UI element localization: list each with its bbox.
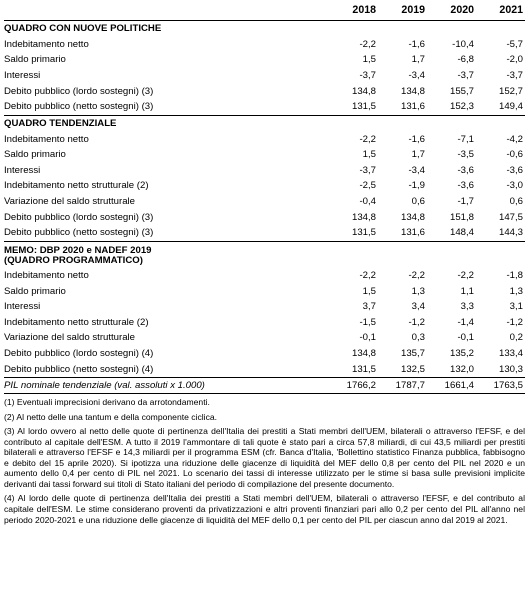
value-cell: 1,3 [411, 285, 425, 297]
value-cell: 144,3 [498, 227, 523, 239]
value-cell: 1,1 [460, 285, 474, 297]
section-subtitle-row [4, 256, 525, 268]
value-cell: -2,2 [359, 38, 376, 50]
value-cell: -1,8 [506, 270, 523, 282]
section-title: MEMO: DBP 2020 e NADEF 2019 [4, 241, 525, 256]
value-cell: 1,5 [362, 149, 376, 161]
value-cell: -3,4 [408, 69, 425, 81]
value-cell: -3,0 [506, 180, 523, 192]
value-cell: -0,1 [457, 332, 474, 344]
value-cell: -1,7 [457, 195, 474, 207]
row-label: Debito pubblico (lordo sostegni) (3) [4, 211, 154, 223]
value-cell: 149,4 [498, 101, 523, 113]
value-cell: -2,2 [359, 270, 376, 282]
value-cell: -3,7 [359, 164, 376, 176]
value-cell: -2,5 [359, 180, 376, 192]
footnote: (4) Al lordo delle quote di pertinenza dell'Italia dei prestiti a Stati membri dell'UEM, bilaterali o attraverso l'EFSF, e del contributo al capitale dell'ESM. Le stime considerano proventi da privatizzazioni e altri proventi finanziari pari allo 0,2 per cento del PIL all'anno nel periodo 2020-2021 e una riduzione delle giacenze di liquidità del MEF dello 0,1 per cento del PIL per ciascun anno dal 2019 al 2021. [4, 493, 525, 525]
row-label: Variazione del saldo strutturale [4, 195, 136, 207]
pil-value: 1766,2 [329, 378, 378, 394]
section-title: QUADRO TENDENZIALE [4, 115, 525, 131]
table-row [4, 163, 525, 179]
table-row [4, 37, 525, 53]
value-cell: 130,3 [498, 363, 523, 375]
row-label: Debito pubblico (lordo sostegni) (3) [4, 85, 154, 97]
table-row [4, 362, 525, 378]
row-label: Variazione del saldo strutturale [4, 332, 136, 344]
row-label: Debito pubblico (netto sostegni) (3) [4, 101, 154, 113]
table-row [4, 52, 525, 68]
table-row [4, 194, 525, 210]
table-row [4, 346, 525, 362]
pil-value: 1763,5 [476, 378, 525, 394]
row-label: Indebitamento netto [4, 133, 89, 145]
value-cell: 131,5 [351, 227, 376, 239]
value-cell: 3,4 [411, 301, 425, 313]
value-cell: 155,7 [449, 85, 474, 97]
value-cell: 0,6 [411, 195, 425, 207]
row-label: Saldo primario [4, 54, 66, 66]
value-cell: 1,3 [509, 285, 523, 297]
value-cell: 1,7 [411, 54, 425, 66]
footnotes [4, 397, 525, 525]
value-cell: -0,4 [359, 195, 376, 207]
section-title-row [4, 115, 525, 131]
value-cell: -1,6 [408, 133, 425, 145]
value-cell: 152,7 [498, 85, 523, 97]
table-row [4, 268, 525, 284]
section-subtitle: (QUADRO PROGRAMMATICO) [4, 254, 143, 266]
value-cell: -5,7 [506, 38, 523, 50]
value-cell: 131,5 [351, 363, 376, 375]
table-row [4, 147, 525, 163]
row-label: Debito pubblico (netto sostegni) (4) [4, 363, 154, 375]
value-cell: -1,4 [457, 316, 474, 328]
row-label: Saldo primario [4, 285, 66, 297]
value-cell: -3,5 [457, 149, 474, 161]
value-cell: -1,2 [408, 316, 425, 328]
table-row [4, 132, 525, 148]
row-label: Interessi [4, 164, 41, 176]
table-row [4, 178, 525, 194]
pil-value: 1661,4 [427, 378, 476, 394]
table-row [4, 299, 525, 315]
footnote: (3) Al lordo ovvero al netto delle quote di pertinenza dell'Italia dei prestiti a Stati membri dell'UEM, bilaterali o attraverso l'EFSF, e del contributo al capitale dell'ESM. A tutto il 2019 l'ammontare di tali quote è stato pari a circa 57,8 miliardi, di cui 43,5 miliardi per prestiti bilaterali e attraverso l'EFSF e 14,3 miliardi per il programma ESM (cfr. Banca d'Italia, 'Bollettino statistico Finanza pubblica, fabbisogno e debito del 15 aprile 2020). Si ipotizza una riduzione delle giacenze di liquidità del MEF dello 0,8 per cento del PIL nel 2020 e un aumento dello 0,4 per cento di PIL nel 2021. Lo scenario dei tassi di interesse utilizzato per le stime si basa sulle previsioni implicite derivanti dai tassi forward sui titoli di Stato italiani del periodo di compilazione del presente documento. [4, 426, 525, 490]
value-cell: 135,7 [400, 348, 425, 360]
value-cell: -3,7 [359, 69, 376, 81]
year-header: 2019 [378, 0, 427, 21]
value-cell: -2,2 [359, 133, 376, 145]
table-row [4, 99, 525, 115]
value-cell: 0,6 [509, 195, 523, 207]
row-label: Indebitamento netto [4, 270, 89, 282]
pil-value: 1787,7 [378, 378, 427, 394]
table-row [4, 330, 525, 346]
row-label: Indebitamento netto strutturale (2) [4, 180, 149, 192]
value-cell: 134,8 [400, 85, 425, 97]
year-header: 2018 [329, 0, 378, 21]
value-cell: -6,8 [457, 54, 474, 66]
value-cell: 148,4 [449, 227, 474, 239]
value-cell: 0,2 [509, 332, 523, 344]
value-cell: -1,6 [408, 38, 425, 50]
table-row [4, 84, 525, 100]
footnote: (1) Eventuali imprecisioni derivano da arrotondamenti. [4, 397, 210, 408]
value-cell: -1,5 [359, 316, 376, 328]
row-label: Interessi [4, 69, 41, 81]
pil-label: PIL nominale tendenziale (val. assoluti x 1.000) [4, 378, 329, 394]
value-cell: 135,2 [449, 348, 474, 360]
value-cell: 134,8 [351, 85, 376, 97]
value-cell: 3,3 [460, 301, 474, 313]
value-cell: 133,4 [498, 348, 523, 360]
value-cell: -3,6 [457, 180, 474, 192]
value-cell: 132,5 [400, 363, 425, 375]
row-label: Indebitamento netto strutturale (2) [4, 316, 149, 328]
value-cell: 0,3 [411, 332, 425, 344]
value-cell: 3,7 [362, 301, 376, 313]
value-cell: 1,5 [362, 54, 376, 66]
row-label: Saldo primario [4, 149, 66, 161]
value-cell: -0,6 [506, 149, 523, 161]
value-cell: -3,7 [457, 69, 474, 81]
pil-row [4, 378, 525, 394]
table-row [4, 68, 525, 84]
value-cell: -3,6 [506, 164, 523, 176]
table-row [4, 210, 525, 226]
value-cell: -1,9 [408, 180, 425, 192]
table-row [4, 284, 525, 300]
public-finance-table [4, 0, 525, 394]
footnote: (2) Al netto delle una tantum e della componente ciclica. [4, 411, 218, 422]
header-row [4, 0, 525, 21]
section-title-row [4, 241, 525, 256]
value-cell: -4,2 [506, 133, 523, 145]
value-cell: 134,8 [400, 211, 425, 223]
value-cell: 131,5 [351, 101, 376, 113]
value-cell: 1,7 [411, 149, 425, 161]
value-cell: 147,5 [498, 211, 523, 223]
value-cell: 131,6 [400, 227, 425, 239]
value-cell: 131,6 [400, 101, 425, 113]
year-header: 2020 [427, 0, 476, 21]
value-cell: -2,2 [457, 270, 474, 282]
value-cell: -3,6 [457, 164, 474, 176]
table-row [4, 225, 525, 241]
row-label: Indebitamento netto [4, 38, 89, 50]
value-cell: -3,4 [408, 164, 425, 176]
value-cell: 134,8 [351, 348, 376, 360]
value-cell: -3,7 [506, 69, 523, 81]
value-cell: -10,4 [452, 38, 474, 50]
value-cell: -1,2 [506, 316, 523, 328]
value-cell: -7,1 [457, 133, 474, 145]
section-title-row [4, 21, 525, 37]
value-cell: 134,8 [351, 211, 376, 223]
value-cell: 152,3 [449, 101, 474, 113]
row-label: Debito pubblico (lordo sostegni) (4) [4, 348, 154, 360]
header-label-cell [4, 0, 329, 21]
value-cell: -2,2 [408, 270, 425, 282]
value-cell: 151,8 [449, 211, 474, 223]
value-cell: -0,1 [359, 332, 376, 344]
table-row [4, 315, 525, 331]
row-label: Interessi [4, 301, 41, 313]
table-body [4, 0, 525, 394]
value-cell: 3,1 [509, 301, 523, 313]
value-cell: 1,5 [362, 285, 376, 297]
row-label: Debito pubblico (netto sostegni) (3) [4, 227, 154, 239]
year-header: 2021 [476, 0, 525, 21]
value-cell: 132,0 [449, 363, 474, 375]
section-title: QUADRO CON NUOVE POLITICHE [4, 23, 162, 35]
value-cell: -2,0 [506, 54, 523, 66]
